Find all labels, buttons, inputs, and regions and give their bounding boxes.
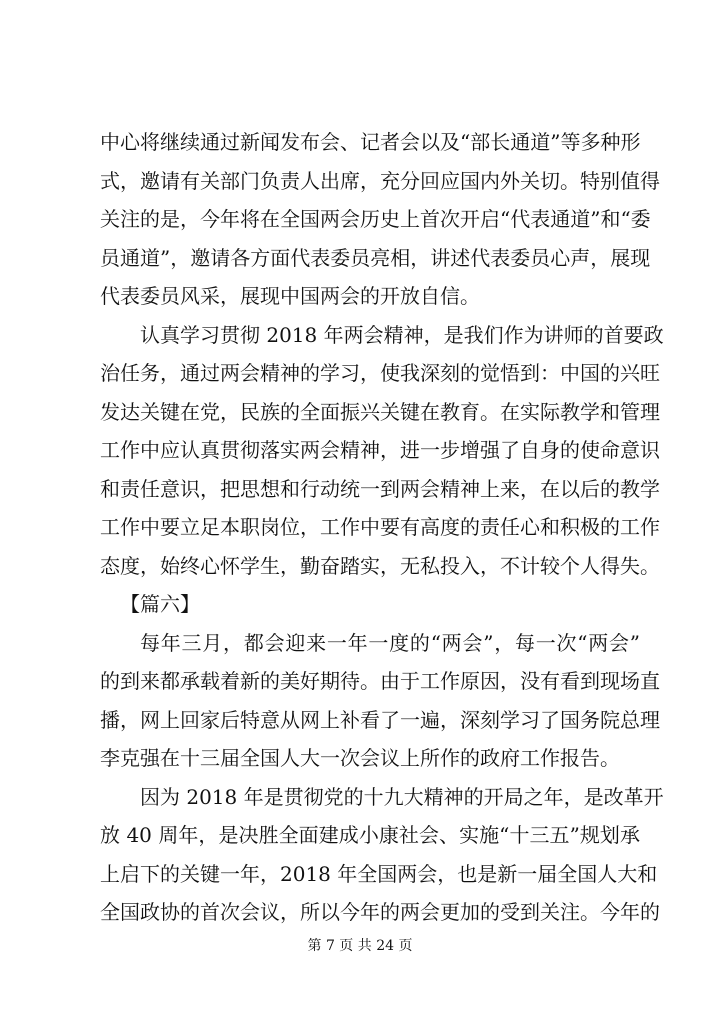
p2-line-2: 治任务，通过两会精神的学习，使我深刻的觉悟到：中国的兴旺	[100, 361, 660, 385]
p1-line-5: 代表委员风采，展现中国两会的开放自信。	[100, 284, 480, 308]
p3-line-2: 的到来都承载着新的美好期待。由于工作原因，没有看到现场直	[100, 669, 660, 693]
document-body	[100, 123, 664, 932]
p4-line-2: 放 40 周年，是决胜全面建成小康社会、实施“十三五”规划承	[100, 823, 640, 847]
p2-line-1: 认真学习贯彻 2018 年两会精神，是我们作为讲师的首要政	[140, 322, 664, 347]
p2-line-6: 工作中要立足本职岗位，工作中要有高度的责任心和积极的工作	[100, 515, 660, 539]
p1-line-4: 员通道”，邀请各方面代表委员亮相，讲述代表委员心声，展现	[100, 245, 651, 270]
section-heading: 【篇六】	[120, 592, 200, 616]
p1-line-2: 式，邀请有关部门负责人出席，充分回应国内外关切。特别值得	[100, 168, 660, 193]
page-number-footer: 第 7 页 共 24 页	[307, 938, 413, 954]
p4-line-3: 上启下的关键一年，2018 年全国两会，也是新一届全国人大和	[100, 861, 658, 886]
p2-line-4: 工作中应认真贯彻落实两会精神，进一步增强了自身的使命意识	[100, 438, 660, 462]
p1-line-3: 关注的是，今年将在全国两会历史上首次开启“代表通道”和“委	[100, 207, 651, 231]
p4-line-1: 因为 2018 年是贯彻党的十九大精神的开局之年，是改革开	[140, 784, 664, 809]
p3-line-1: 每年三月，都会迎来一年一度的“两会”，每一次“两会”	[140, 630, 640, 655]
p3-line-4: 李克强在十三届全国人大一次会议上所作的政府工作报告。	[100, 746, 620, 770]
p2-line-7: 态度，始终心怀学生，勤奋踏实，无私投入，不计较个人得失。	[100, 553, 660, 578]
p3-line-3: 播，网上回家后特意从网上补看了一遍，深刻学习了国务院总理	[100, 707, 660, 732]
p1-line-1: 中心将继续通过新闻发布会、记者会以及“部长通道”等多种形	[100, 130, 641, 154]
p2-line-5: 和责任意识，把思想和行动统一到两会精神上来，在以后的教学	[100, 476, 660, 501]
p2-line-3: 发达关键在党，民族的全面振兴关键在教育。在实际教学和管理	[100, 399, 660, 424]
p4-line-4: 全国政协的首次会议，所以今年的两会更加的受到关注。今年的	[100, 900, 660, 924]
